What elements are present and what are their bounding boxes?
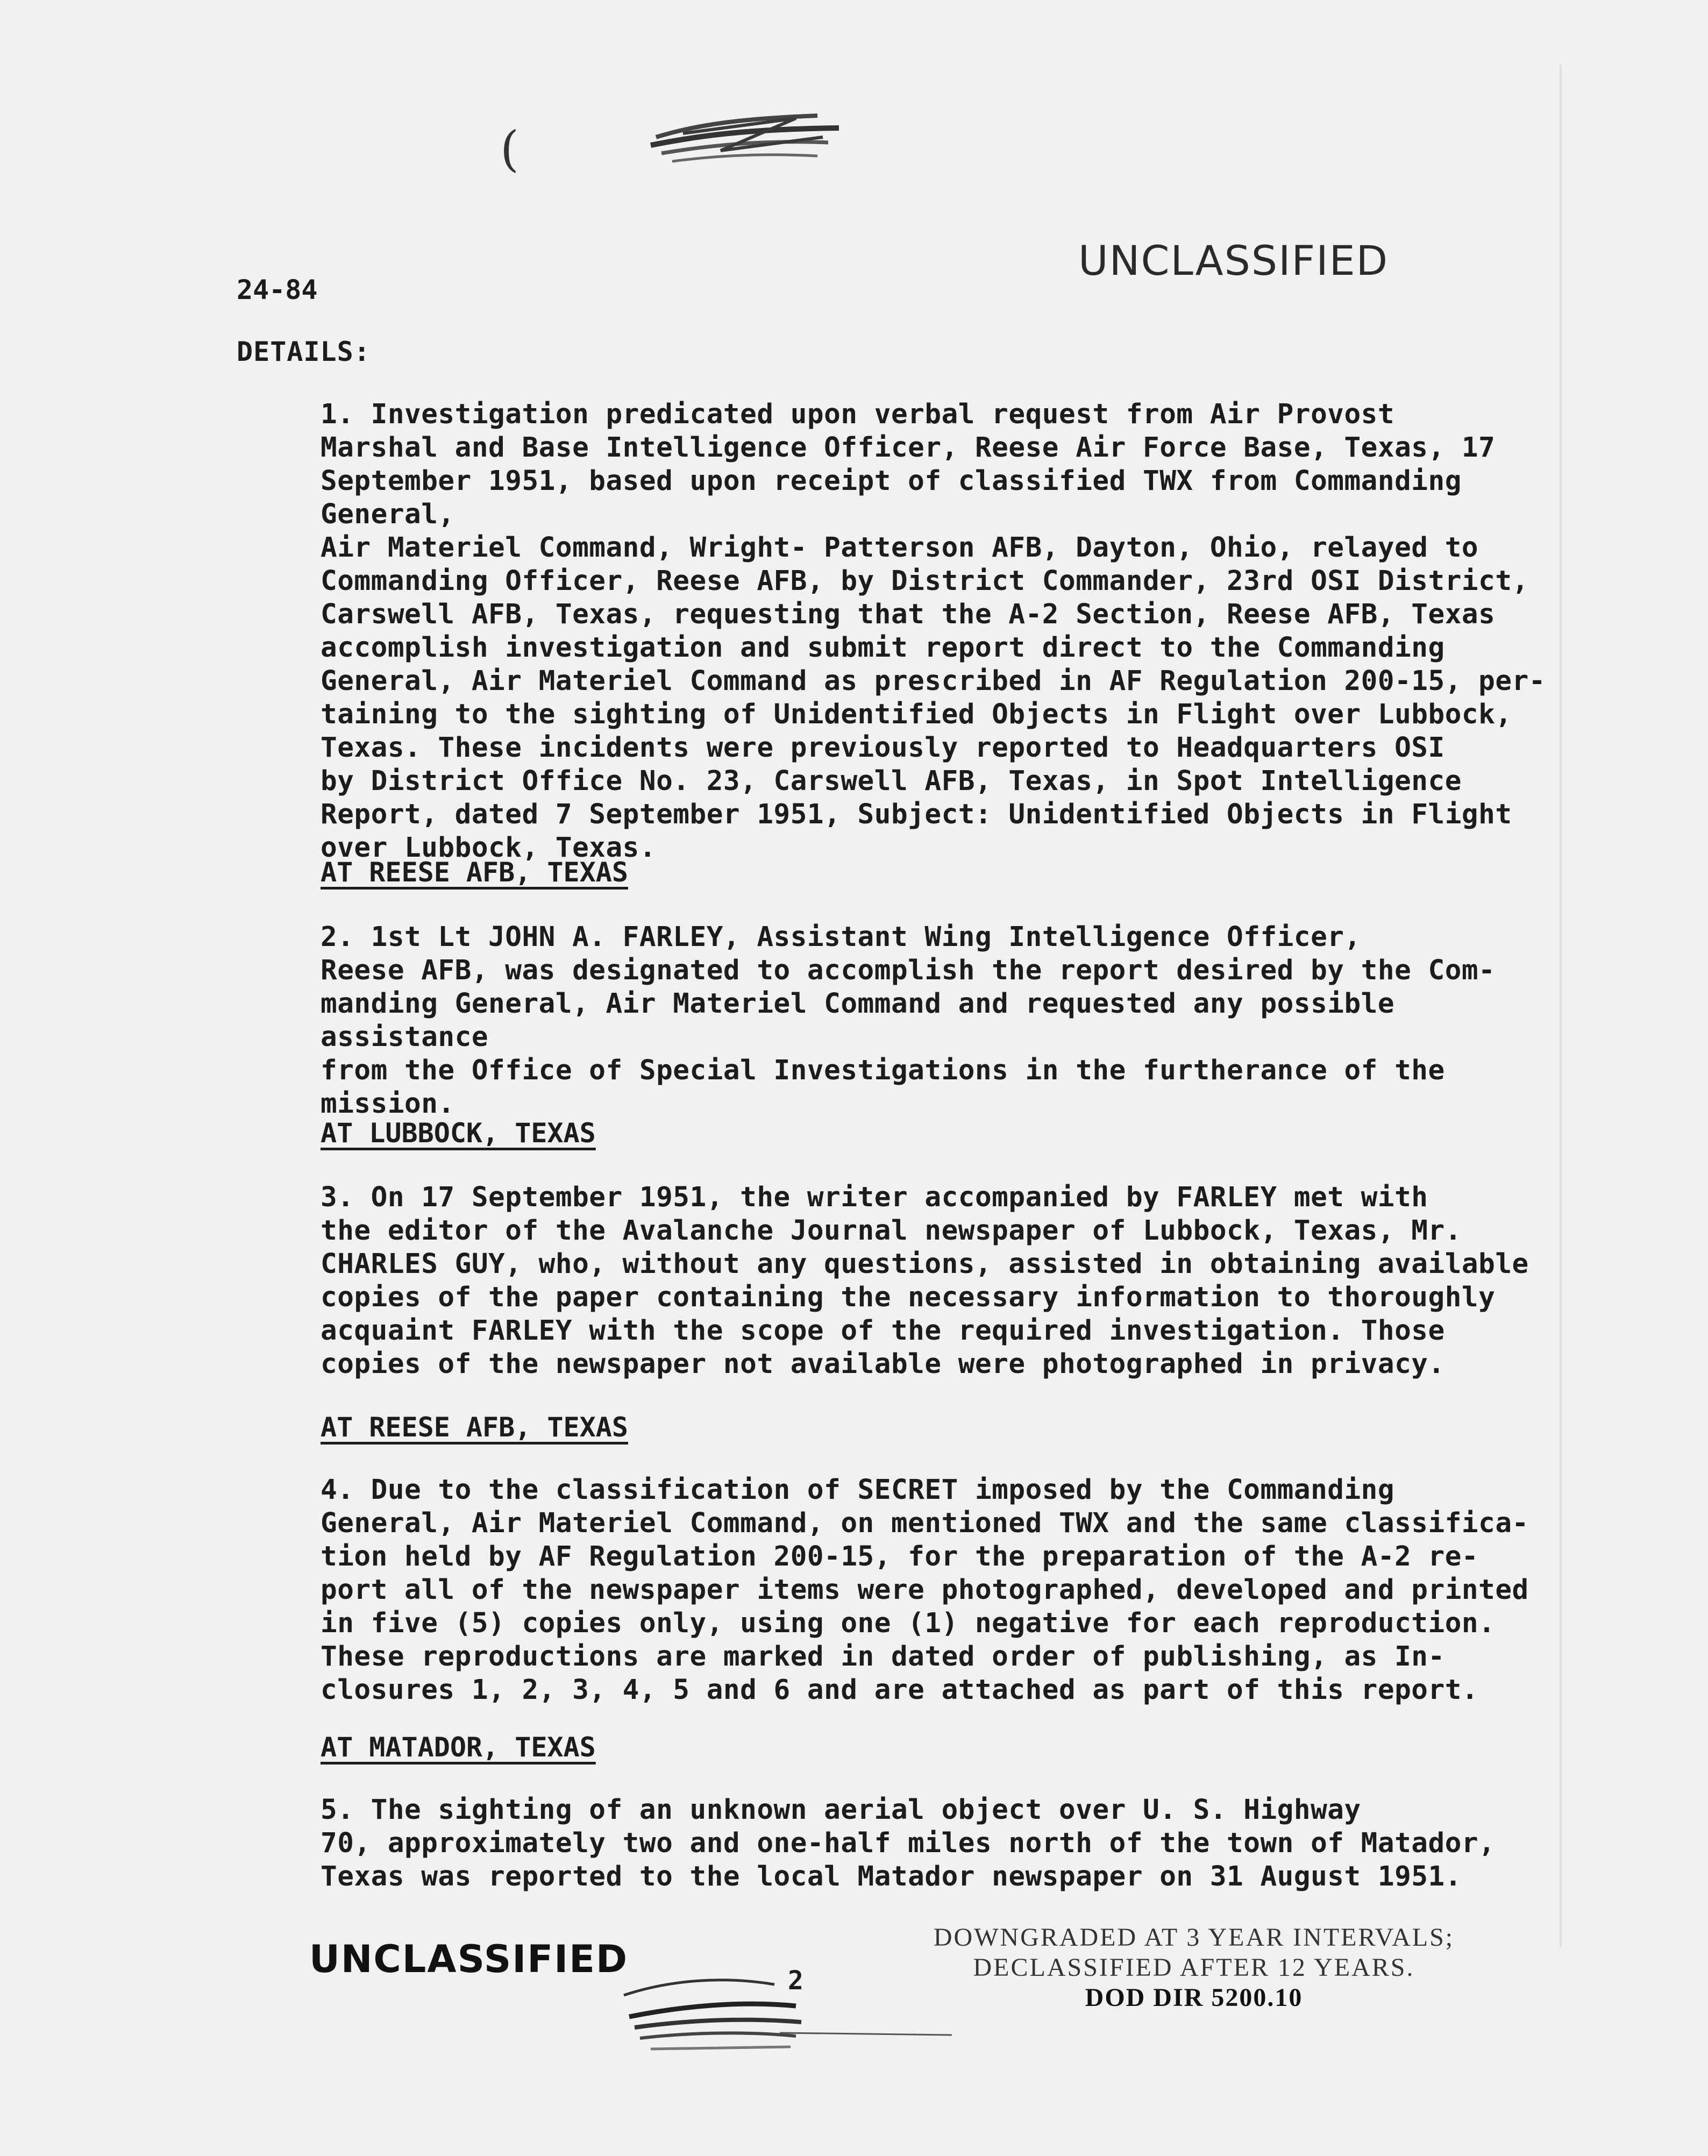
section-heading-matador: AT MATADOR, TEXAS (321, 1732, 596, 1763)
classification-bottom: UNCLASSIFIED (309, 1937, 629, 1981)
page-number: 2 (788, 1966, 803, 1996)
downgrade-line-1: DOWNGRADED AT 3 YEAR INTERVALS; (933, 1923, 1455, 1952)
details-heading: DETAILS: (237, 336, 371, 367)
paragraph-2: 2. 1st Lt JOHN A. FARLEY, Assistant Wing Intelligence Officer, Reese AFB, was designated to accomplish the report desired by the Com- manding General, Air Materiel Command and requested any possible assistance from the Office of Special Investigations in the furtherance of the mission. (321, 921, 1496, 1120)
page-edge (1560, 65, 1562, 1947)
paragraph-5: 5. The sighting of an unknown aerial object over U. S. Highway 70, approximately two and one-half miles north of the town of Matador, Texas was reported to the local Matador newspaper on 31 August 1951. (321, 1794, 1496, 1892)
paragraph-4: 4. Due to the classification of SECRET imposed by the Commanding General, Air Materiel Command, on mentioned TWX and the same classifica- tion held by AF Regulation 200-15, for the preparation of the A-2 re- port all of the newspaper items were photographed, developed and printed in five (5) copies only, using one (1) negative for each reproduction. These reproductions are marked in dated order of publishing, as In- closures 1, 2, 3, 4, 5 and 6 and are attached as part of this report. (321, 1474, 1529, 1706)
paren-mark: ( (500, 121, 519, 177)
downgrade-line-2: DECLASSIFIED AFTER 12 YEARS. (973, 1953, 1415, 1982)
section-heading-reese-2: AT REESE AFB, TEXAS (321, 1412, 628, 1443)
section-heading-lubbock: AT LUBBOCK, TEXAS (321, 1118, 596, 1149)
paragraph-3: 3. On 17 September 1951, the writer accompanied by FARLEY met with the editor of the Avalanche Journal newspaper of Lubbock, Texas, Mr. CHARLES GUY, who, without any questions, assisted in obtaining available copies of the paper containing the necessary information to thoroughly acquaint FARLEY with the scope of the required investigation. Those copies of the newspaper not available were photographed in privacy. (321, 1182, 1529, 1380)
downgrade-line-3: DOD DIR 5200.10 (1085, 1983, 1303, 2012)
redaction-scribble-top (495, 86, 903, 188)
file-number: 24-84 (237, 274, 318, 305)
classification-top: UNCLASSIFIED (1078, 237, 1389, 284)
paragraph-1: 1. Investigation predicated upon verbal request from Air Provost Marshal and Base Intelligence Officer, Reese Air Force Base, Texas, 17 September 1951, based upon receipt of classified TWX from Commanding General, Air Materiel Command, Wright- Patterson AFB, Dayton, Ohio, relayed to Commanding Officer, Reese AFB, by District Commander, 23rd OSI District, Carswell AFB, Texas, requesting that the A-2 Section, Reese AFB, Texas accomplish investigation and submit report direct to the Commanding General, Air Materiel Command as prescribed in AF Regulation 200-15, per- taining to the sighting of Unidentified Objects in Flight over Lubbock, Texas. These incidents were previously reported to Headquarters OSI by District Office No. 23, Carswell AFB, Texas, in Spot Intelligence Report, dated 7 September 1951, Subject: Unidentified Objects in Flight over Lubbock, Texas. (321, 399, 1546, 864)
section-heading-reese-1: AT REESE AFB, TEXAS (321, 857, 628, 888)
downgrade-notice (871, 1923, 1517, 2013)
